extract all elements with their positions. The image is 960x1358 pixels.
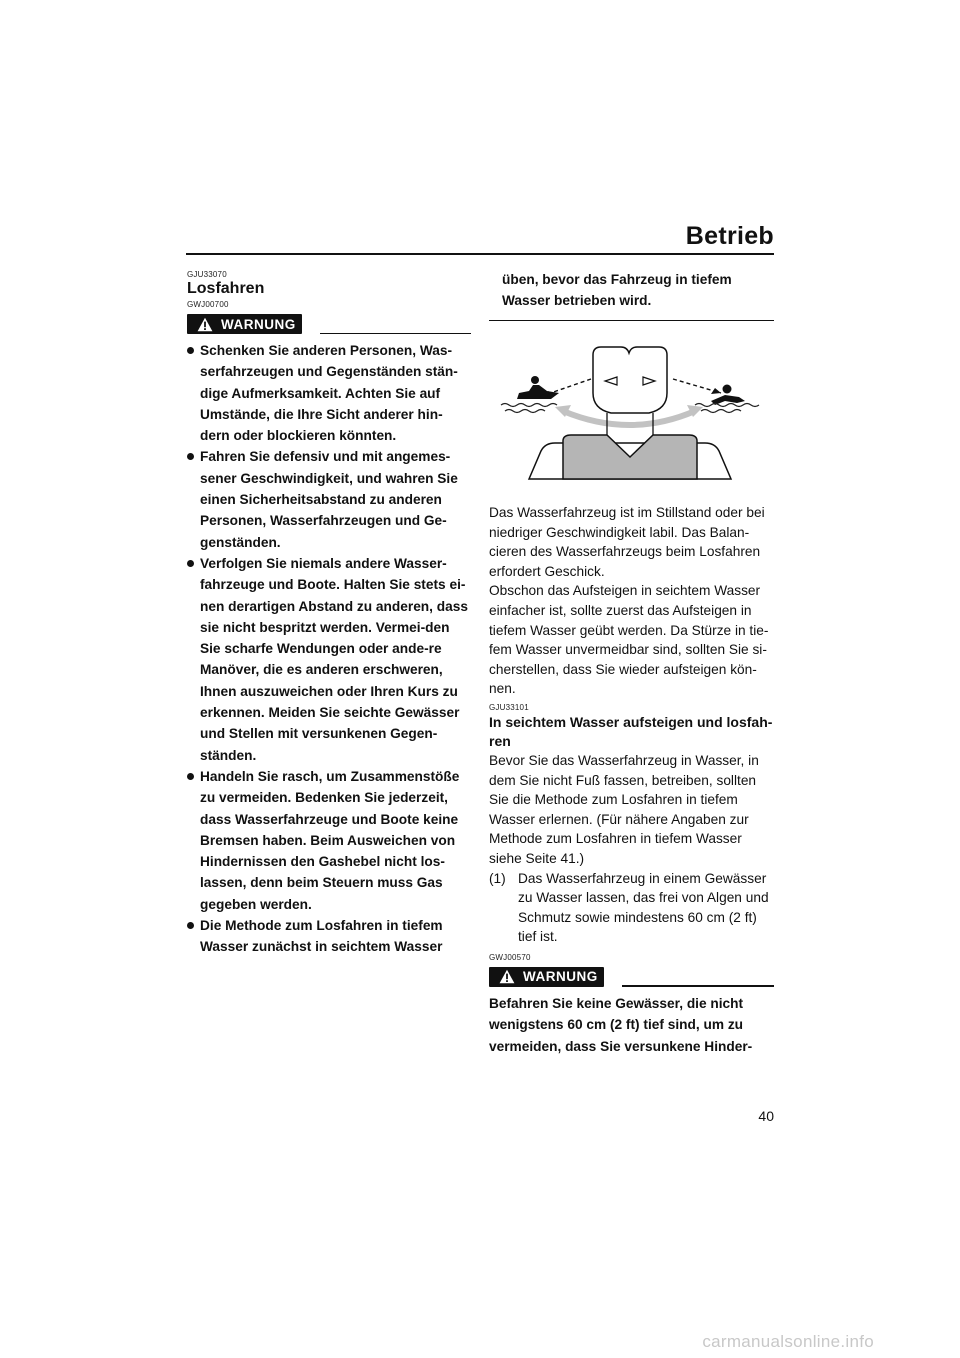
warning-rule bbox=[622, 985, 774, 987]
subsection-code: GJU33101 bbox=[489, 703, 529, 713]
section-code: GJU33070 bbox=[187, 270, 227, 279]
list-item: Die Methode zum Losfahren in tiefem Wasser zunächst in seichtem Wasser bbox=[187, 915, 471, 958]
right-column bbox=[489, 270, 774, 1057]
bullet-dot bbox=[187, 773, 194, 780]
section-title: Losfahren bbox=[187, 280, 265, 297]
warning-header bbox=[489, 965, 774, 987]
warning-bullet-list bbox=[187, 340, 471, 958]
warning-continuation: üben, bevor das Fahrzeug in tiefem Wasser betrieben wird. bbox=[502, 272, 732, 309]
arrowhead-right bbox=[711, 388, 721, 394]
swimmer-icon bbox=[711, 385, 745, 406]
paragraph: Obschon das Aufsteigen in seichtem Wasser einfacher ist, sollte zuerst das Aufsteigen in tiefem Wasser geübt werden. Da Stürze in tie-fem Wasser unvermeidbar sind, sollten Sie si-cherstellen, dass Sie wieder aufsteigen kön-nen. bbox=[489, 583, 769, 697]
warning-header bbox=[187, 312, 471, 334]
rider-head bbox=[593, 347, 667, 413]
warning-code: GWJ00700 bbox=[187, 300, 229, 309]
page-number: 40 bbox=[758, 1108, 774, 1124]
warning-badge bbox=[489, 967, 604, 987]
subsection-title: In seichtem Wasser aufsteigen und losfah-ren bbox=[489, 714, 773, 750]
warning-label: WARNUNG bbox=[523, 969, 598, 985]
water-waves-left bbox=[501, 404, 557, 413]
warning-rule bbox=[320, 333, 471, 335]
list-item: Schenken Sie anderen Personen, Was-serfahrzeugen und Gegenständen stän-dige Aufmerksamkeit. Achten Sie auf Umstände, die Ihre Sicht anderer hin-dern oder blockieren könnten. bbox=[187, 340, 471, 446]
warning-label: WARNUNG bbox=[221, 316, 296, 332]
paragraph: Das Wasserfahrzeug ist im Stillstand oder bei niedriger Geschwindigkeit labil. Das Balan-cieren des Wasserfahrzeugs beim Losfahren erfordert Geschick. bbox=[489, 505, 765, 579]
step-item bbox=[489, 869, 774, 947]
bullet-dot bbox=[187, 922, 194, 929]
page-header-title: Betrieb bbox=[685, 222, 774, 250]
bullet-dot bbox=[187, 560, 194, 567]
watercraft-icon bbox=[517, 376, 559, 399]
bullet-dot bbox=[187, 347, 194, 354]
list-item: Handeln Sie rasch, um Zusammenstöße zu vermeiden. Bedenken Sie jederzeit, dass Wasserfahrzeuge und Boote keine Bremsen haben. Beim Ausweichen von Hindernissen den Gashebel nicht los-lassen, denn beim Steuern muss Gas gegeben werden. bbox=[187, 766, 471, 915]
warning-triangle-icon bbox=[499, 969, 515, 984]
launch-illustration bbox=[489, 341, 774, 481]
list-item: Verfolgen Sie niemals andere Wasser-fahrzeuge und Boote. Halten Sie stets ei-nen derartigen Abstand zu anderen, dass sie nicht bespritzt werden. Vermei-den Sie scharfe Wendungen oder ande-re Manöver, die es anderen erschweren, Ihnen auszuweichen oder Ihren Kurs zu erkennen. Meiden Sie seichte Gewässer und Stellen mit versunkenen Gegen-ständen. bbox=[187, 553, 471, 766]
warning-badge bbox=[187, 314, 302, 334]
footer-watermark: carmanualsonline.info bbox=[702, 1332, 874, 1351]
warning-end-rule bbox=[489, 320, 774, 322]
warning-triangle-icon bbox=[197, 317, 213, 332]
list-item: Fahren Sie defensiv und mit angemes-sener Geschwindigkeit, und wahren Sie einen Sicherheitsabstand zu anderen Personen, Wasserfahrzeugen und Ge-genständen. bbox=[187, 446, 471, 552]
bullet-dot bbox=[187, 453, 194, 460]
warning-text: Befahren Sie keine Gewässer, die nicht wenigstens 60 cm (2 ft) tief sind, um zu vermeiden, dass Sie versunkene Hinder- bbox=[489, 995, 753, 1054]
header-rule bbox=[186, 253, 774, 255]
step-text: Das Wasserfahrzeug in einem Gewässer zu Wasser lassen, das frei von Algen und Schmutz sowie mindestens 60 cm (2 ft) tief ist. bbox=[518, 870, 769, 945]
paragraph: Bevor Sie das Wasserfahrzeug in Wasser, in dem Sie nicht Fuß fassen, betreiben, sollten Sie die Methode zum Losfahren in tiefem Wasser erlernen. (Für nähere Angaben zur Methode zum Losfahren in tiefem Wasser siehe Seite 41.) bbox=[489, 753, 759, 866]
left-column bbox=[187, 270, 471, 958]
step-number: (1) bbox=[489, 870, 506, 886]
water-waves-right bbox=[695, 404, 759, 413]
warning-code: GWJ00570 bbox=[489, 952, 531, 962]
